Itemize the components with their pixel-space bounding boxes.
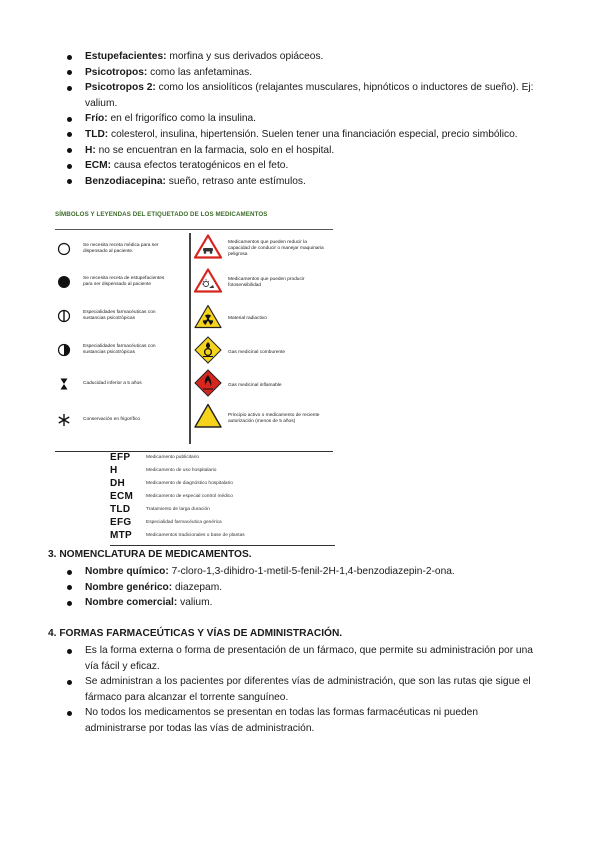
hazard-row: Gas medicinal inflamable: [194, 369, 328, 402]
oxidizer-icon: [194, 336, 222, 369]
list-item: Se administran a los pacientes por diferentes vías de administración, que son las rutas qie sigue el fármaco para alcanzar el torrente sanguíneo.: [65, 674, 535, 705]
list-item: Nombre comercial: valium.: [65, 595, 535, 611]
list-item: Es la forma externa o forma de presentación de un fármaco, que permite su administración por una vía fácil y eficaz.: [65, 643, 535, 674]
symbol-row: Se necesita receta de estupefacientes para ser dispensado al paciente: [55, 273, 175, 291]
circle-with-bar-icon: [55, 307, 73, 325]
list-item: TLD: colesterol, insulina, hipertensión. Suelen tener una financiación especial, precio simbólico.: [65, 127, 535, 143]
abbreviation-row: EFG Especialidad farmacéutica genérica: [110, 517, 222, 528]
hazard-row: Medicamentos que pueden reducir la capacidad de conducir o manejar maquinaria peligrosa: [194, 234, 328, 264]
snowflake-icon: [55, 411, 73, 429]
figure-title: SÍMBOLOS Y LEYENDAS DEL ETIQUETADO DE LOS MEDICAMENTOS: [55, 211, 268, 218]
label-list: [65, 49, 535, 189]
dosage-forms-list: [65, 643, 535, 737]
hazard-row: Medicamentos que pueden producir fotosensibilidad: [194, 268, 328, 298]
abbreviation-row: TLD Tratamiento de larga duración: [110, 504, 210, 515]
symbol-row: Se necesita receta médica para ser dispensado al paciente.: [55, 240, 175, 258]
new-active-ingredient-triangle-icon: [194, 403, 222, 434]
filled-circle-icon: [55, 273, 73, 291]
hourglass-icon: [55, 375, 73, 393]
hazard-row: Gas medicinal comburente: [194, 336, 328, 369]
nomenclature-list: [65, 564, 535, 611]
section-3-heading: 3. NOMENCLATURA DE MEDICAMENTOS.: [48, 549, 252, 560]
list-item: Psicotropos: como las anfetaminas.: [65, 65, 535, 81]
half-filled-circle-icon: [55, 341, 73, 359]
list-item: No todos los medicamentos se presentan en todas las formas farmacéuticas ni pueden administrarse por todas las vías de administración.: [65, 705, 535, 736]
abbreviation-underline: [110, 545, 335, 546]
symbol-row: Especialidades farmacéuticas con sustancias psicotrópicas: [55, 307, 175, 325]
table-divider: [189, 233, 191, 444]
list-item: Estupefacientes: morfina y sus derivados opiáceos.: [65, 49, 535, 65]
list-item: Frío: en el frigorífico como la insulina.: [65, 111, 535, 127]
flammable-icon: [194, 369, 222, 402]
symbol-row: Caducidad inferior a 5 años: [55, 375, 175, 393]
abbreviation-row: H Medicamento de uso hospitalario: [110, 465, 217, 476]
abbreviation-row: EFP Medicamento publicitario: [110, 452, 200, 463]
abbreviation-row: ECM Medicamento de especial control médico: [110, 491, 233, 502]
list-item: Benzodiacepina: sueño, retraso ante estímulos.: [65, 174, 535, 190]
list-item: Nombre químico: 7-cloro-1,3-dihidro-1-metil-5-fenil-2H-1,4-benzodiazepin-2-ona.: [65, 564, 535, 580]
section-4-heading: 4. FORMAS FARMACEÚTICAS Y VÍAS DE ADMINISTRACIÓN.: [48, 628, 343, 639]
list-item: Psicotropos 2: como los ansiolíticos (relajantes musculares, hipnóticos o inductores de sueño). Ej: valium.: [65, 80, 535, 111]
symbol-row: Especialidades farmacéuticas con sustancias psicotrópicas: [55, 341, 175, 359]
hazard-row: Material radiactivo: [194, 304, 328, 334]
symbol-row: Conservación en frigorífico: [55, 411, 175, 429]
hazard-row: Principio activo o medicamento de reciente autorización (menos de 5 años): [194, 403, 328, 434]
sun-warning-triangle-icon: [194, 268, 222, 298]
labeling-symbols-figure: [55, 208, 335, 543]
list-item: H: no se encuentran en la farmacia, solo en el hospital.: [65, 143, 535, 159]
abbreviation-row: MTP Medicamentos tradicionales o base de plantas: [110, 530, 245, 541]
car-warning-triangle-icon: [194, 234, 222, 264]
list-item: Nombre genérico: diazepam.: [65, 580, 535, 596]
open-circle-icon: [55, 240, 73, 258]
abbreviation-row: DH Medicamento de diagnóstico hospitalario: [110, 478, 233, 489]
radioactive-icon: [194, 304, 222, 334]
list-item: ECM: causa efectos teratogénicos en el feto.: [65, 158, 535, 174]
